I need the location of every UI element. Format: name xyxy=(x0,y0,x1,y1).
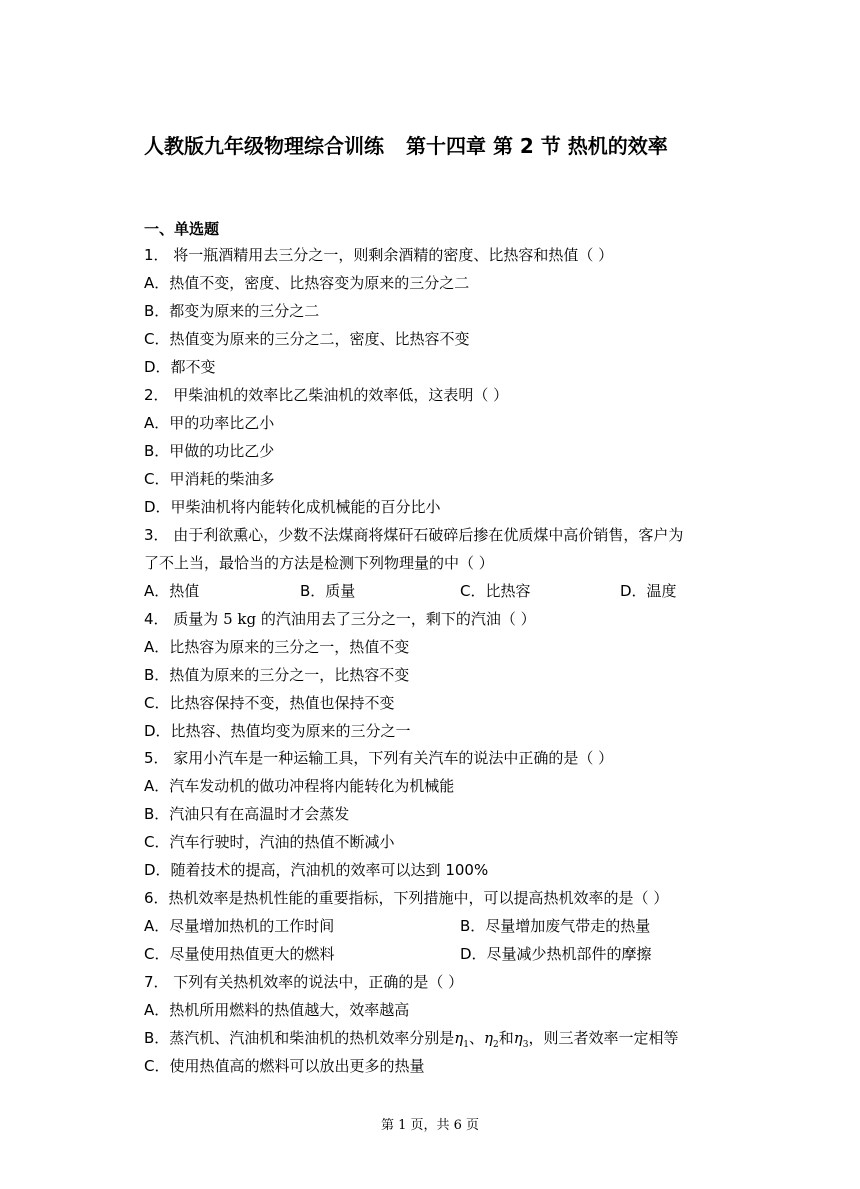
question-7-option-b-post: ，则三者效率一定相等 xyxy=(528,1029,679,1047)
question-4-option-d: D．比热容、热值均变为原来的三分之一 xyxy=(144,722,411,740)
question-2-option-c: C．甲消耗的柴油多 xyxy=(144,470,275,488)
question-2-option-d: D．甲柴油机将内能转化成机械能的百分比小 xyxy=(144,498,441,516)
title-chapter: 第十四章 第 2 节 热机的效率 xyxy=(406,134,668,158)
question-4-mass: 5 kg xyxy=(223,610,257,628)
question-6-option-a: A．尽量增加热机的工作时间 xyxy=(144,917,335,935)
question-3-option-d: D．温度 xyxy=(620,582,677,600)
question-3-option-b: B．质量 xyxy=(300,582,356,600)
question-5-option-c: C．汽车行驶时，汽油的热值不断减小 xyxy=(144,833,395,851)
question-4-option-c: C．比热容保持不变，热值也保持不变 xyxy=(144,694,395,712)
question-5-option-a: A．汽车发动机的做功冲程将内能转化为机械能 xyxy=(144,777,455,795)
question-3-option-c: C．比热容 xyxy=(460,582,531,600)
separator: 和 xyxy=(498,1029,514,1047)
question-6-option-b: B．尽量增加废气带走的热量 xyxy=(460,917,651,935)
question-3-stem-line1: 3． 由于利欲熏心，少数不法煤商将煤矸石破碎后掺在优质煤中高价销售，客户为 xyxy=(144,526,684,544)
eta-1: $\eta_1$ xyxy=(454,1029,470,1050)
question-4-stem xyxy=(144,609,536,629)
question-1-option-d: D．都不变 xyxy=(144,358,216,376)
question-2-option-a: A．甲的功率比乙小 xyxy=(144,414,275,432)
question-1-option-a: A．热值不变，密度、比热容变为原来的三分之二 xyxy=(144,274,470,292)
question-2-option-b: B．甲做的功比乙少 xyxy=(144,442,275,460)
question-6-option-d: D．尽量减少热机部件的摩擦 xyxy=(460,945,652,963)
separator: 、 xyxy=(469,1029,485,1047)
question-5-stem: 5． 家用小汽车是一种运输工具，下列有关汽车的说法中正确的是（ ） xyxy=(144,749,614,767)
question-3-option-a: A．热值 xyxy=(144,582,200,600)
question-4-option-a: A．比热容为原来的三分之一，热值不变 xyxy=(144,638,410,656)
question-1-option-b: B．都变为原来的三分之二 xyxy=(144,302,320,320)
page-title xyxy=(144,130,744,159)
question-7-option-b-pre: B．蒸汽机、汽油机和柴油机的热机效率分别是 xyxy=(144,1029,455,1047)
question-5-option-d: D．随着技术的提高，汽油机的效率可以达到 100% xyxy=(144,861,489,879)
section-heading: 一、单选题 xyxy=(144,220,220,238)
question-4-stem-pre: 4． 质量为 xyxy=(144,610,224,628)
question-3-stem-line2: 了不上当，最恰当的方法是检测下列物理量的中（ ） xyxy=(144,554,494,572)
question-1-option-c: C．热值变为原来的三分之二，密度、比热容不变 xyxy=(144,330,470,348)
question-6-stem: 6．热机效率是热机性能的重要指标，下列措施中，可以提高热机效率的是（ ） xyxy=(144,889,669,907)
question-4-stem-post: 的汽油用去了三分之一，剩下的汽油（ ） xyxy=(256,610,536,628)
question-5-option-b: B．汽油只有在高温时才会蒸发 xyxy=(144,805,350,823)
question-6-option-c: C．尽量使用热值更大的燃料 xyxy=(144,945,335,963)
eta-2: $\eta_2$ xyxy=(484,1029,499,1050)
eta-3: $\eta_3$ xyxy=(513,1029,529,1050)
question-1-stem: 1． 将一瓶酒精用去三分之一，则剩余酒精的密度、比热容和热值（ ） xyxy=(144,246,614,264)
question-7-option-a: A．热机所用燃料的热值越大，效率越高 xyxy=(144,1001,410,1019)
question-7-option-c: C．使用热值高的燃料可以放出更多的热量 xyxy=(144,1057,425,1075)
question-7-option-b xyxy=(144,1028,679,1055)
question-4-option-b: B．热值为原来的三分之一，比热容不变 xyxy=(144,666,410,684)
question-7-stem: 7． 下列有关热机效率的说法中，正确的是（ ） xyxy=(144,973,464,991)
question-2-stem: 2． 甲柴油机的效率比乙柴油机的效率低，这表明（ ） xyxy=(144,386,509,404)
page-footer: 第 1 页，共 6 页 xyxy=(380,1118,480,1133)
title-series: 人教版九年级物理综合训练 xyxy=(144,134,384,158)
